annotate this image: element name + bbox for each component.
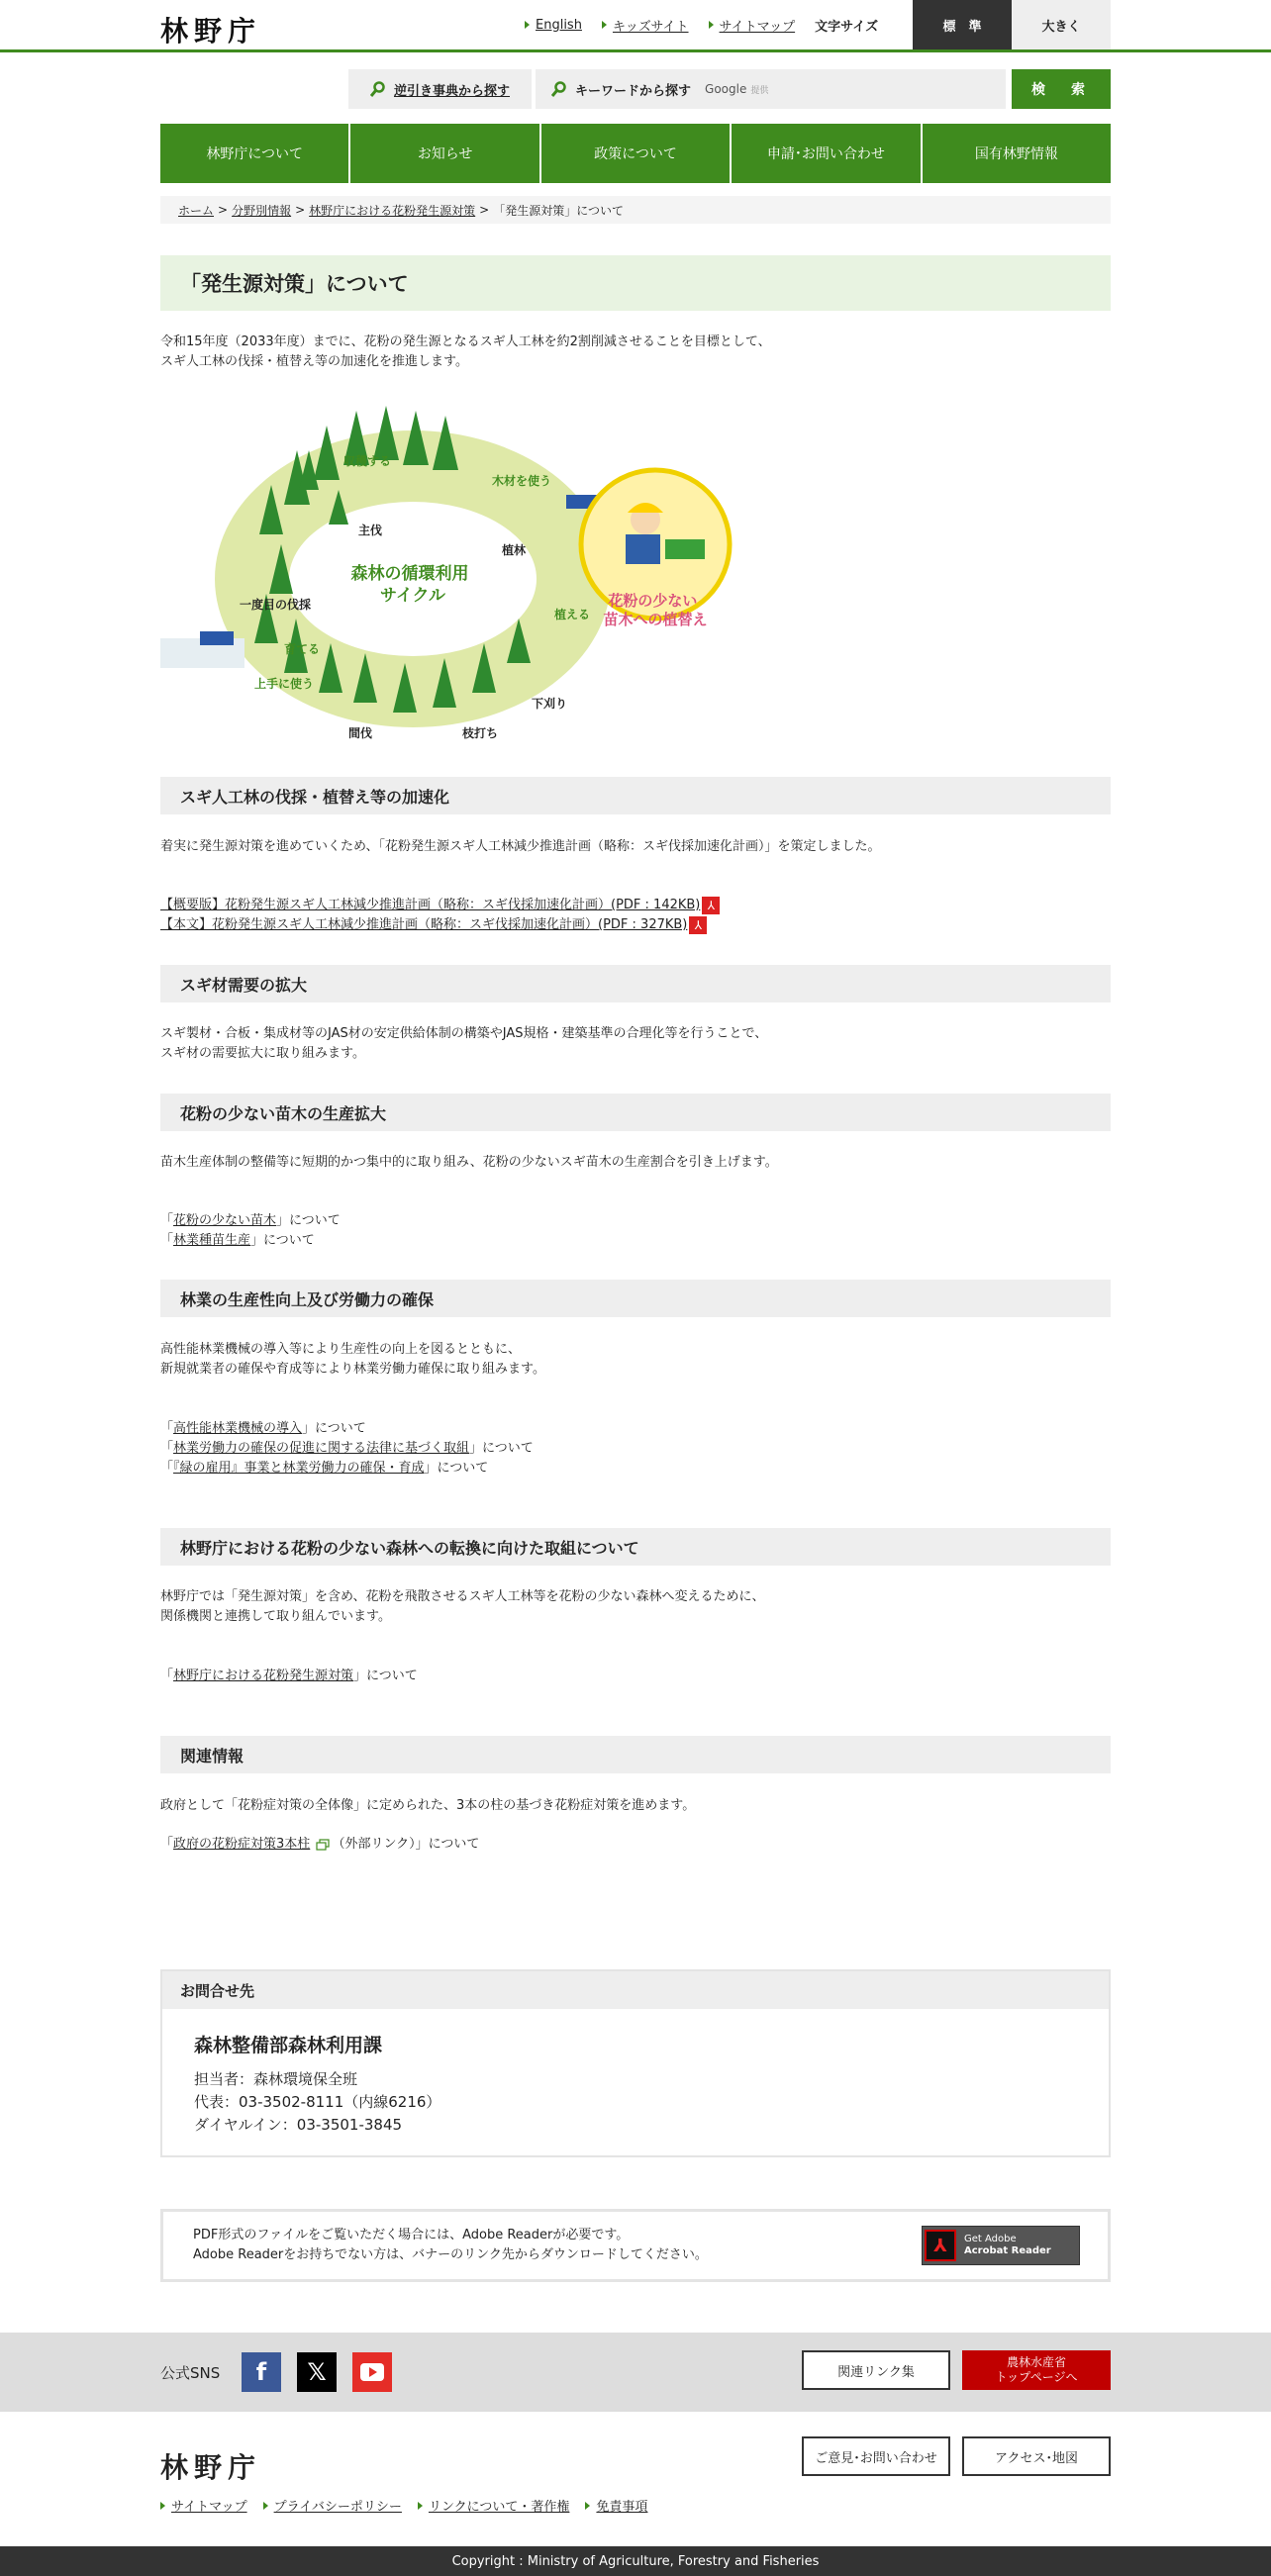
footer-sitemap-link[interactable]: サイトマップ	[160, 2496, 247, 2515]
page-title: 「発生源対策」について	[160, 255, 1111, 311]
section-heading-productivity: 林業の生産性向上及び労働力の確保	[160, 1280, 1111, 1317]
kids-site-link[interactable]: キッズサイト	[602, 16, 689, 35]
section1-text: 着実に発生源対策を進めていくため、「花粉発生源スギ人工林減少推進計画（略称：スギ伐採加速化計画）」を策定しました。	[160, 839, 881, 854]
section-heading-related: 関連情報	[160, 1736, 1111, 1773]
nav-about[interactable]: 林野庁について	[160, 124, 348, 183]
copyright: Copyright : Ministry of Agriculture, Forestry and Fisheries	[0, 2546, 1271, 2576]
pdf-note-line1: PDF形式のファイルをご覧いただく場合には、Adobe Readerが必要です。	[193, 2228, 630, 2242]
label-first-harvest: 一度目の伐採	[240, 598, 312, 612]
section6-links: 「政府の花粉症対策3本柱 （外部リンク）」について	[160, 1837, 480, 1852]
nav-national-forest[interactable]: 国有林野情報	[923, 124, 1111, 183]
search-row	[348, 69, 1006, 109]
section3-text: 苗木生産体制の整備等に短期的かつ集中的に取り組み、花粉の少ないスギ苗木の生産割合を引き上げます。	[160, 1155, 778, 1170]
site-header	[0, 0, 1271, 52]
section-heading-forest-conversion: 林野庁における花粉の少ない森林への転換に向けた取組について	[160, 1528, 1111, 1566]
sns-bar	[0, 2333, 1271, 2412]
english-link[interactable]: English	[525, 18, 582, 33]
access-map-button[interactable]: アクセス･地図	[962, 2436, 1111, 2476]
chevron-right-icon	[602, 21, 607, 29]
breadcrumb-home[interactable]: ホーム	[178, 203, 215, 218]
contact-person: 担当者：森林環境保全班	[194, 2070, 358, 2088]
facebook-icon[interactable]: f	[242, 2352, 281, 2392]
pdf-reader-note	[160, 2209, 1111, 2282]
government-pillars-link[interactable]: 政府の花粉症対策3本柱	[173, 1837, 311, 1852]
global-nav	[160, 124, 1111, 183]
section-heading-cedar-demand: スギ材需要の拡大	[160, 965, 1111, 1002]
pdf-note-line2: Adobe Readerをお持ちでない方は、バナーのリンク先からダウンロードしてください。	[193, 2247, 708, 2262]
machinery-link[interactable]: 高性能林業機械の導入	[173, 1421, 303, 1436]
labor-law-link[interactable]: 林業労働力の確保の促進に関する法律に基づく取組	[173, 1441, 470, 1456]
section-heading-seedlings: 花粉の少ない苗木の生産拡大	[160, 1094, 1111, 1131]
breadcrumb-separator: >	[295, 203, 306, 217]
external-link-icon	[316, 1839, 330, 1851]
intro-text: 令和15年度（2033年度）までに、花粉の発生源となるスギ人工林を約2割削減させることを目標として、 スギ人工林の伐採・植替え等の加速化を推進します。	[160, 334, 771, 369]
reverse-index-button[interactable]: 逆引き事典から探す	[348, 69, 532, 109]
youtube-play-icon	[360, 2363, 384, 2381]
contact-dial-in: ダイヤルイン：03-3501-3845	[194, 2116, 403, 2134]
font-size-standard-button[interactable]: 標 準	[913, 0, 1012, 49]
footer-disclaimer-link[interactable]: 免責事項	[585, 2496, 647, 2515]
search-submit-button[interactable]: 検 索	[1012, 69, 1111, 109]
google-label: Google	[705, 82, 747, 96]
sns-label: 公式SNS	[160, 2364, 221, 2382]
contact-header: お問合せ先	[162, 1971, 1109, 2009]
nav-apply-contact[interactable]: 申請･お問い合わせ	[732, 124, 920, 183]
label-plant: 植える	[554, 608, 591, 621]
label-pruning: 枝打ち	[462, 726, 499, 740]
label-planting: 植林	[502, 543, 527, 557]
section4-links: 「高性能林業機械の導入」について 「林業労働力の確保の促進に関する法律に基づく取組」について 「『緑の雇用』事業と林業労働力の確保・育成」について	[160, 1421, 534, 1476]
pdf-link-full[interactable]: 【本文】花粉発生源スギ人工林減少推進計画（略称：スギ伐採加速化計画）(PDF : 327KB) ⅄	[160, 915, 720, 935]
pollen-measures-link[interactable]: 林野庁における花粉発生源対策	[173, 1669, 354, 1683]
contact-main-phone: 代表：03-3502-8111（内線6216）	[194, 2093, 441, 2111]
chevron-right-icon	[525, 21, 530, 29]
chevron-right-icon	[585, 2502, 590, 2510]
section6-text: 政府として「花粉症対策の全体像」に定められた、3本の柱の基づき花粉症対策を進めます。	[160, 1798, 696, 1813]
google-sub-label: 提供	[750, 85, 769, 96]
chevron-right-icon	[263, 2502, 268, 2510]
site-logo[interactable]: 林野庁	[160, 15, 262, 48]
section-heading-cedar-harvest: スギ人工林の伐採・植替え等の加速化	[160, 777, 1111, 814]
adobe-reader-banner[interactable]	[922, 2226, 1080, 2265]
footer-links	[160, 2496, 647, 2515]
related-links-button[interactable]: 関連リンク集	[802, 2350, 950, 2390]
sitemap-link[interactable]: サイトマップ	[709, 16, 796, 35]
pdf-link-summary[interactable]: 【概要版】花粉発生源スギ人工林減少推進計画（略称：スギ伐採加速化計画）(PDF : 142KB) ⅄	[160, 896, 720, 915]
forest-cycle-illustration	[160, 396, 744, 752]
chevron-right-icon	[160, 2502, 165, 2510]
breadcrumb-separator: >	[218, 203, 229, 217]
nav-policy[interactable]: 政策について	[541, 124, 730, 183]
label-main-harvest: 主伐	[358, 524, 383, 537]
section5-links: 「林野庁における花粉発生源対策」について	[160, 1669, 418, 1683]
label-use-wood: 木材を使う	[492, 474, 552, 488]
adobe-banner-get: Get Adobe	[964, 2234, 1017, 2244]
section4-text: 高性能林業機械の導入等により生産性の向上を図るとともに、 新規就業者の確保や育成等により林業労働力確保に取り組みます。	[160, 1342, 545, 1377]
keyword-label: キーワードから探す	[575, 83, 692, 99]
cycle-center-label: 森林の循環利用 サイクル	[350, 564, 469, 606]
section1-links	[160, 896, 720, 935]
pdf-icon: ⅄	[702, 897, 720, 914]
nav-news[interactable]: お知らせ	[350, 124, 538, 183]
contact-lines	[194, 2068, 440, 2137]
adobe-banner-name: Acrobat Reader	[964, 2245, 1051, 2256]
breadcrumb-pollen[interactable]: 林野庁における花粉発生源対策	[309, 203, 476, 218]
acrobat-icon: ⅄	[925, 2230, 956, 2261]
search-icon	[370, 81, 386, 97]
label-use-well: 上手に使う	[254, 677, 315, 691]
breadcrumb-field[interactable]: 分野別情報	[232, 203, 292, 218]
footer-copyright-link[interactable]: リンクについて・著作権	[418, 2496, 569, 2515]
pdf-icon: ⅄	[689, 916, 707, 934]
seedlings-link[interactable]: 花粉の少ない苗木	[173, 1213, 277, 1228]
label-thinning: 間伐	[348, 726, 373, 740]
label-weeding: 下刈り	[532, 697, 568, 711]
x-twitter-icon[interactable]: 𝕏	[297, 2352, 337, 2392]
search-icon	[551, 81, 567, 97]
label-grow: 育てる	[284, 642, 321, 656]
keyword-search	[536, 69, 1006, 109]
callout-label: 花粉の少ない 苗木への植替え	[603, 592, 708, 628]
font-size-label: 文字サイズ	[815, 19, 879, 35]
breadcrumb	[160, 196, 1111, 224]
chevron-right-icon	[709, 21, 714, 29]
section5-text: 林野庁では「発生源対策」を含め、花粉を飛散させるスギ人工林等を花粉の少ない森林へ変えるために、 関係機関と連携して取り組んでいます。	[160, 1589, 765, 1624]
seed-production-link[interactable]: 林業種苗生産	[173, 1233, 251, 1248]
utility-links	[525, 0, 878, 49]
breadcrumb-current: 「発生源対策」について	[493, 203, 624, 218]
label-harvest: 収穫する	[343, 454, 392, 468]
section2-text: スギ製材・合板・集成材等のJAS材の安定供給体制の構築やJAS規格・建築基準の合理化等を行うことで、 スギ材の需要拡大に取り組みます。	[160, 1026, 768, 1061]
footer-logo[interactable]: 林野庁	[160, 2451, 262, 2484]
chevron-right-icon	[418, 2502, 423, 2510]
footer-privacy-link[interactable]: プライバシーポリシー	[263, 2496, 402, 2515]
font-size-large-button[interactable]: 大きく	[1012, 0, 1111, 49]
opinion-button[interactable]: ご意見･お問い合わせ	[802, 2436, 950, 2476]
breadcrumb-separator: >	[479, 203, 490, 217]
contact-org: 森林整備部森林利用課	[194, 2035, 383, 2056]
maff-top-button[interactable]: 農林水産省 トップページへ	[962, 2350, 1111, 2390]
youtube-icon[interactable]	[352, 2352, 392, 2392]
contact-box	[160, 1969, 1111, 2157]
section3-links: 「花粉の少ない苗木」について 「林業種苗生産」について	[160, 1213, 341, 1248]
green-employment-link[interactable]: 『緑の雇用』事業と林業労働力の確保・育成	[173, 1461, 425, 1476]
